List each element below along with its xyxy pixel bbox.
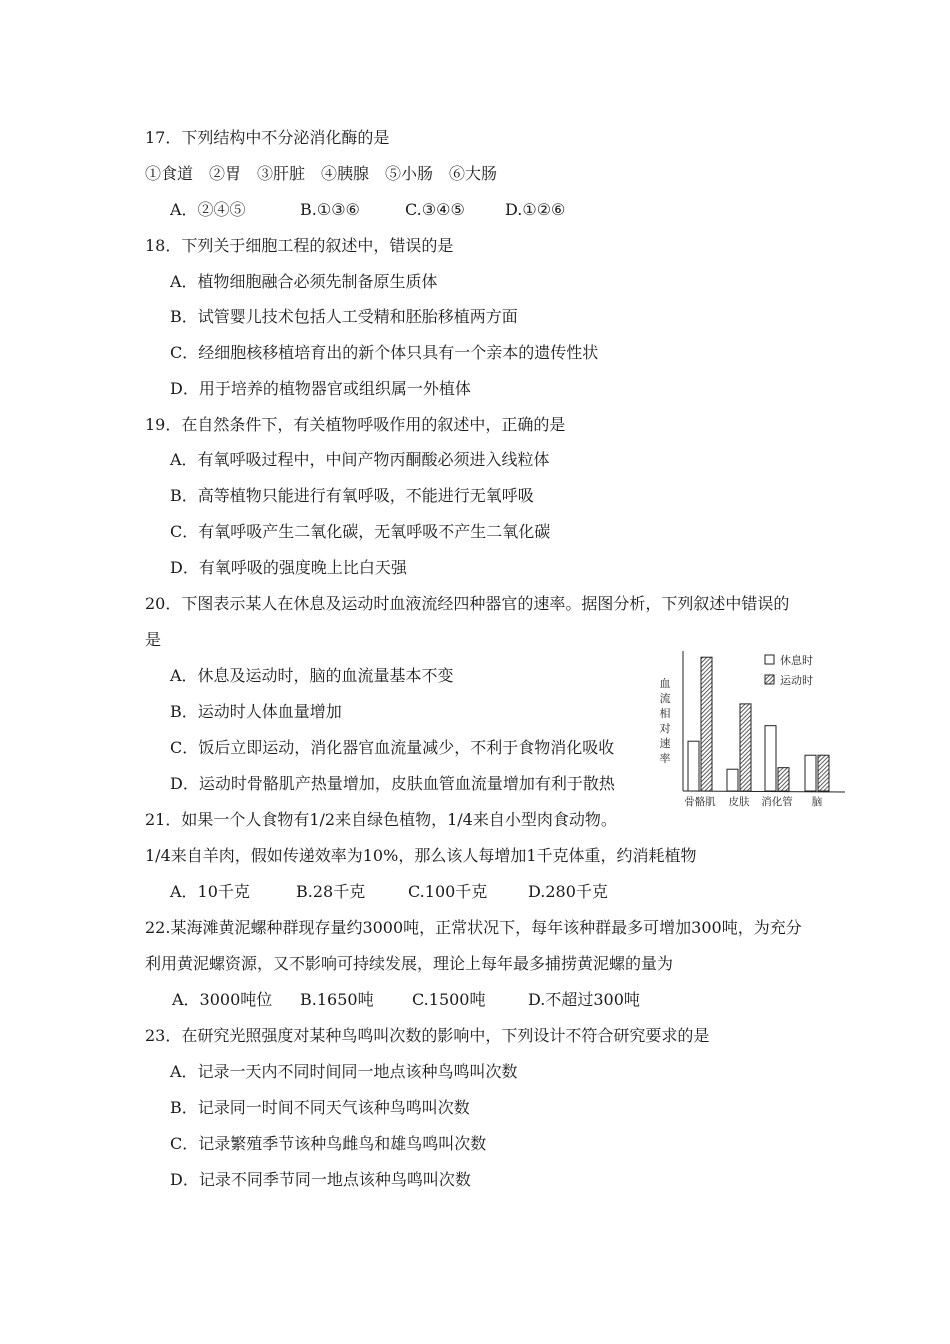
x-tick-label: 消化管: [761, 796, 793, 808]
bar-rest-0: [688, 741, 699, 791]
legend-label: 休息时: [780, 654, 813, 667]
q20-stem-line1: 20．下图表示某人在休息及运动时血液流经四种器官的速率。据图分析，下列叙述中错误的: [145, 594, 790, 613]
q21-option-d: D.280千克: [528, 882, 608, 901]
legend-swatch: [765, 655, 774, 664]
y-axis-label-char: 流: [659, 692, 671, 705]
legend-swatch: [765, 675, 774, 684]
q22-stem-line2: 利用黄泥螺资源，又不影响可持续发展，理论上每年最多捕捞黄泥螺的量为: [145, 954, 674, 973]
q23-option-b: B．记录同一时间不同天气该种鸟鸣叫次数: [170, 1098, 470, 1117]
q22-option-b: B.1650吨: [300, 990, 374, 1009]
q17-option-b: B.①③⑥: [300, 200, 360, 219]
q22-option-a: A．3000吨位: [172, 990, 273, 1009]
q18-stem: 18．下列关于细胞工程的叙述中，错误的是: [145, 236, 454, 255]
x-tick-label: 脑: [811, 796, 823, 808]
q18-option-a: A．植物细胞融合必须先制备原生质体: [170, 272, 438, 291]
y-axis-label-char: 速: [659, 737, 671, 750]
q20-option-d: D．运动时骨骼肌产热量增加，皮肤血管血流量增加有利于散热: [170, 774, 615, 793]
y-axis-label-char: 对: [659, 722, 671, 735]
q21-option-a: A．10千克: [170, 882, 250, 901]
legend-label: 运动时: [780, 674, 813, 687]
q21-options: [170, 882, 608, 902]
q18-option-d: D．用于培养的植物器官或组织属一外植体: [170, 379, 471, 398]
q22-option-c: C.1500吨: [412, 990, 486, 1009]
q22-option-d: D.不超过300吨: [528, 990, 640, 1009]
bar-exercise-3: [818, 755, 829, 791]
q23-option-c: C．记录繁殖季节该种鸟雌鸟和雄鸟鸣叫次数: [170, 1134, 487, 1153]
q23-option-a: A．记录一天内不同时间同一地点该种鸟鸣叫次数: [170, 1062, 518, 1081]
q17-items: ①食道 ②胃 ③肝脏 ④胰腺 ⑤小肠 ⑥大肠: [145, 164, 498, 183]
blood-flow-chart: [655, 645, 850, 815]
q18-option-b: B．试管婴儿技术包括人工受精和胚胎移植两方面: [170, 307, 518, 326]
q21-stem-line2: 1/4来自羊肉，假如传递效率为10%，那么该人每增加1千克体重，约消耗植物: [145, 846, 697, 865]
q19-option-a: A．有氧呼吸过程中，中间产物丙酮酸必须进入线粒体: [170, 450, 550, 469]
q20-option-b: B．运动时人体血量增加: [170, 702, 342, 721]
bar-rest-2: [765, 726, 776, 791]
x-tick-label: 骨骼肌: [684, 796, 716, 808]
q22-stem-line1: 22.某海滩黄泥螺种群现存量约3000吨，正常状况下，每年该种群最多可增加300吨，为充分: [145, 918, 802, 937]
q17-option-d: D.①②⑥: [505, 200, 566, 219]
q21-option-b: B.28千克: [296, 882, 366, 901]
q21-stem-line1: 21．如果一个人食物有1/2来自绿色植物，1/4来自小型肉食动物。: [145, 810, 617, 829]
q19-option-b: B．高等植物只能进行有氧呼吸，不能进行无氧呼吸: [170, 486, 534, 505]
bar-exercise-2: [778, 768, 789, 791]
chart-legend: [765, 653, 813, 687]
q19-option-d: D．有氧呼吸的强度晚上比白天强: [170, 558, 407, 577]
bar-rest-1: [727, 769, 738, 791]
q21-option-c: C.100千克: [408, 882, 488, 901]
q23-option-d: D．记录不同季节同一地点该种鸟鸣叫次数: [170, 1170, 471, 1189]
q20-stem-line2: 是: [145, 630, 162, 649]
y-axis-label-char: 血: [659, 677, 671, 690]
q20-option-c: C．饭后立即运动，消化器官血流量减少，不利于食物消化吸收: [170, 738, 615, 757]
q18-option-c: C．经细胞核移植培育出的新个体只具有一个亲本的遗传性状: [170, 343, 599, 362]
y-axis-label-char: 相: [659, 707, 671, 720]
bar-exercise-1: [740, 704, 751, 791]
q23-stem: 23．在研究光照强度对某种鸟鸣叫次数的影响中，下列设计不符合研究要求的是: [145, 1026, 710, 1045]
q19-option-c: C．有氧呼吸产生二氧化碳，无氧呼吸不产生二氧化碳: [170, 522, 551, 541]
bar-rest-3: [805, 755, 816, 791]
q20-option-a: A．休息及运动时，脑的血流量基本不变: [170, 666, 454, 685]
x-tick-label: 皮肤: [728, 796, 750, 808]
q17-stem: 17．下列结构中不分泌消化酶的是: [145, 128, 390, 147]
y-axis-label-char: 率: [659, 752, 671, 765]
q22-options: [172, 990, 640, 1010]
q17-options: [170, 200, 565, 220]
bar-exercise-0: [701, 657, 712, 791]
q19-stem: 19．在自然条件下，有关植物呼吸作用的叙述中，正确的是: [145, 415, 566, 434]
q17-option-c: C.③④⑤: [405, 200, 465, 219]
q17-option-a: A．②④⑤: [170, 200, 246, 219]
